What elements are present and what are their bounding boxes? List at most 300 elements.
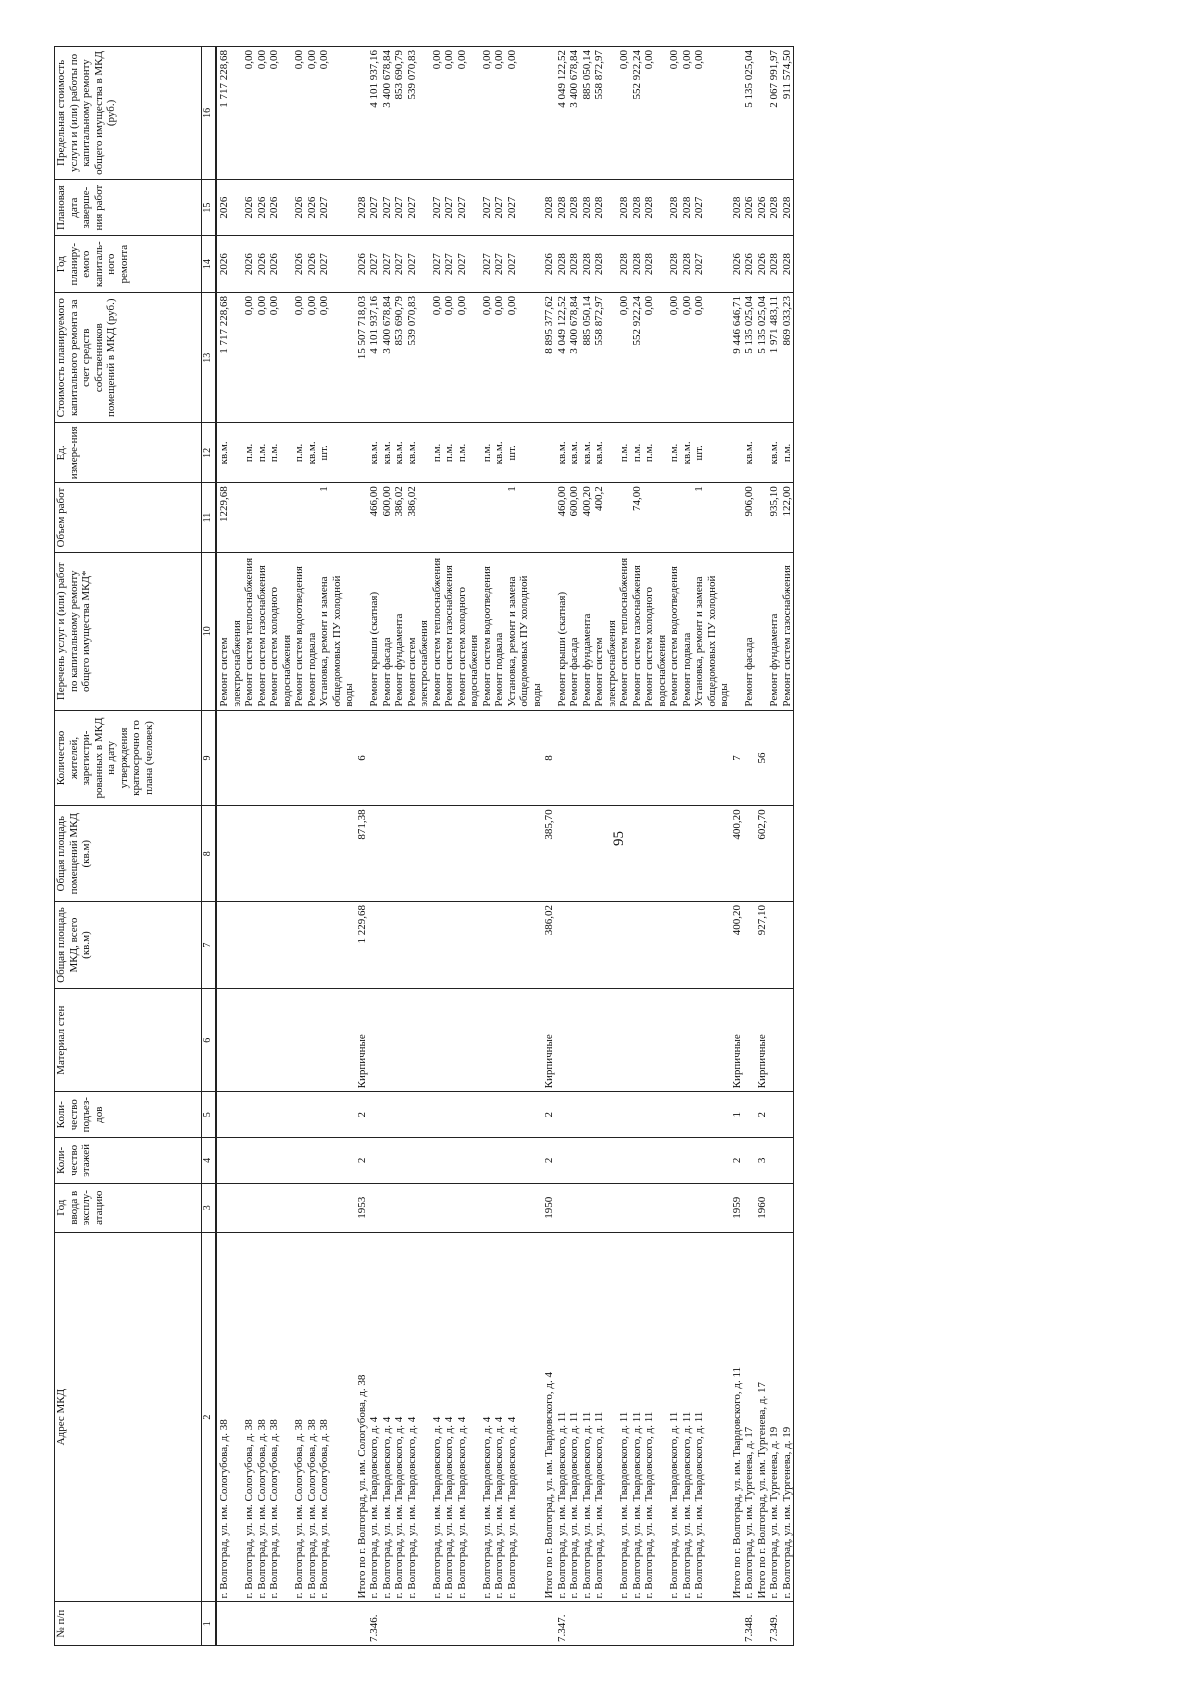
entrances-count xyxy=(456,1092,481,1138)
year-built: 1950 xyxy=(543,1183,556,1232)
cost-limit: 0,00 xyxy=(293,47,306,180)
address: г. Волгоград, ул. им. Твардовского, д. 11 xyxy=(681,1232,694,1602)
residents-count xyxy=(443,710,456,806)
planned-cost: 5 135 025,04 xyxy=(743,292,756,423)
unit: п.м. xyxy=(668,423,681,483)
planned-cost: 0,00 xyxy=(243,292,256,423)
work-volume xyxy=(756,483,769,553)
work-volume: 600,00 xyxy=(568,483,581,553)
wall-material xyxy=(593,989,618,1092)
floors-count: 2 xyxy=(731,1138,744,1184)
work-type: Ремонт подвала xyxy=(306,552,319,710)
column-header: Коли-чество подъез-дов xyxy=(55,1092,202,1138)
wall-material: Кирпичные xyxy=(543,989,556,1092)
work-volume: 122,00 xyxy=(781,483,794,553)
wall-material xyxy=(443,989,456,1092)
table-row xyxy=(318,47,356,1646)
wall-material xyxy=(293,989,306,1092)
total-area xyxy=(456,902,481,989)
floors-count xyxy=(216,1138,243,1184)
cost-limit xyxy=(356,47,369,180)
year-built xyxy=(393,1183,406,1232)
planned-cost: 0,00 xyxy=(293,292,306,423)
unit: шт. xyxy=(506,423,544,483)
table-row xyxy=(756,47,769,1646)
premises-area xyxy=(431,806,444,902)
column-header: Перечень услуг и (или) работ по капитальному ремонту общего имущества МКД* xyxy=(55,552,202,710)
cost-limit: 0,00 xyxy=(256,47,269,180)
cost-limit: 2 067 991,97 xyxy=(768,47,781,180)
plan-year: 2026 xyxy=(243,236,256,293)
work-type: Ремонт фасада xyxy=(381,552,394,710)
address: г. Волгоград, ул. им. Твардовского, д. 11 xyxy=(556,1232,569,1602)
work-type: Ремонт систем теплоснабжения xyxy=(618,552,631,710)
column-number: 7 xyxy=(202,902,217,989)
column-header: Год ввода в эксплу-атацию xyxy=(55,1183,202,1232)
column-number: 8 xyxy=(202,806,217,902)
address: г. Волгоград, ул. им. Тургенева, д. 19 xyxy=(781,1232,794,1602)
address: г. Волгоград, ул. им. Твардовского, д. 11 xyxy=(668,1232,681,1602)
premises-area xyxy=(381,806,394,902)
row-number xyxy=(381,1602,394,1646)
residents-count: 8 xyxy=(543,710,556,806)
residents-count: 7 xyxy=(731,710,744,806)
wall-material xyxy=(556,989,569,1092)
end-date: 2026 xyxy=(268,179,293,236)
total-area xyxy=(306,902,319,989)
plan-year: 2027 xyxy=(381,236,394,293)
end-date: 2028 xyxy=(631,179,644,236)
cost-limit xyxy=(756,47,769,180)
wall-material xyxy=(643,989,668,1092)
unit: п.м. xyxy=(293,423,306,483)
work-volume: 1 xyxy=(693,483,731,553)
work-type: Установка, ремонт и замена общедомовых ПУ холодной воды xyxy=(693,552,731,710)
planned-cost: 0,00 xyxy=(643,292,668,423)
residents-count: 6 xyxy=(356,710,369,806)
unit xyxy=(356,423,369,483)
work-volume: 1 xyxy=(318,483,356,553)
year-built xyxy=(643,1183,668,1232)
plan-year: 2028 xyxy=(631,236,644,293)
planned-cost: 1 717 228,68 xyxy=(216,292,243,423)
entrances-count xyxy=(393,1092,406,1138)
plan-year: 2027 xyxy=(318,236,356,293)
end-date: 2027 xyxy=(506,179,544,236)
plan-year: 2026 xyxy=(731,236,744,293)
total-area xyxy=(431,902,444,989)
entrances-count xyxy=(631,1092,644,1138)
work-volume: 400,20 xyxy=(581,483,594,553)
plan-year: 2028 xyxy=(581,236,594,293)
table-row xyxy=(593,47,618,1646)
planned-cost: 539 070,83 xyxy=(406,292,431,423)
floors-count xyxy=(256,1138,269,1184)
address: Итого по г. Волгоград, ул. им. Твардовского, д. 4 xyxy=(543,1232,556,1602)
table-row xyxy=(581,47,594,1646)
table-row xyxy=(781,47,794,1646)
plan-year: 2026 xyxy=(216,236,243,293)
plan-year: 2027 xyxy=(368,236,381,293)
unit: п.м. xyxy=(443,423,456,483)
floors-count xyxy=(493,1138,506,1184)
residents-count xyxy=(506,710,544,806)
entrances-count xyxy=(368,1092,381,1138)
year-built xyxy=(243,1183,256,1232)
total-area: 386,02 xyxy=(543,902,556,989)
entrances-count xyxy=(743,1092,756,1138)
premises-area xyxy=(481,806,494,902)
year-built xyxy=(443,1183,456,1232)
row-number xyxy=(668,1602,681,1646)
cost-limit: 0,00 xyxy=(443,47,456,180)
year-built xyxy=(268,1183,293,1232)
unit: кв.м. xyxy=(368,423,381,483)
total-area xyxy=(318,902,356,989)
entrances-count xyxy=(681,1092,694,1138)
planned-cost: 0,00 xyxy=(318,292,356,423)
total-area xyxy=(668,902,681,989)
end-date: 2026 xyxy=(293,179,306,236)
plan-year: 2026 xyxy=(268,236,293,293)
entrances-count xyxy=(268,1092,293,1138)
plan-year: 2027 xyxy=(456,236,481,293)
year-built xyxy=(581,1183,594,1232)
table-row xyxy=(368,47,381,1646)
work-volume xyxy=(268,483,293,553)
unit: кв.м. xyxy=(216,423,243,483)
entrances-count xyxy=(568,1092,581,1138)
unit: кв.м. xyxy=(768,423,781,483)
row-number xyxy=(781,1602,794,1646)
year-built xyxy=(506,1183,544,1232)
unit: кв.м. xyxy=(743,423,756,483)
premises-area xyxy=(493,806,506,902)
end-date: 2027 xyxy=(443,179,456,236)
premises-area xyxy=(443,806,456,902)
premises-area xyxy=(668,806,681,902)
residents-count xyxy=(293,710,306,806)
residents-count xyxy=(256,710,269,806)
address: г. Волгоград, ул. им. Тургенева, д. 19 xyxy=(768,1232,781,1602)
entrances-count xyxy=(381,1092,394,1138)
planned-cost: 869 033,23 xyxy=(781,292,794,423)
residents-count xyxy=(743,710,756,806)
column-number: 5 xyxy=(202,1092,217,1138)
work-volume xyxy=(456,483,481,553)
row-number xyxy=(506,1602,544,1646)
floors-count xyxy=(268,1138,293,1184)
floors-count xyxy=(781,1138,794,1184)
end-date: 2028 xyxy=(581,179,594,236)
unit: п.м. xyxy=(481,423,494,483)
work-volume xyxy=(443,483,456,553)
residents-count: 56 xyxy=(756,710,769,806)
entrances-count xyxy=(318,1092,356,1138)
cost-limit: 0,00 xyxy=(306,47,319,180)
premises-area xyxy=(681,806,694,902)
entrances-count xyxy=(768,1092,781,1138)
total-area xyxy=(243,902,256,989)
end-date: 2028 xyxy=(618,179,631,236)
address: г. Волгоград, ул. им. Твардовского, д. 11 xyxy=(643,1232,668,1602)
year-built: 1953 xyxy=(356,1183,369,1232)
floors-count xyxy=(618,1138,631,1184)
end-date: 2028 xyxy=(543,179,556,236)
residents-count xyxy=(643,710,668,806)
year-built xyxy=(306,1183,319,1232)
table-row xyxy=(381,47,394,1646)
end-date: 2028 xyxy=(731,179,744,236)
table-row xyxy=(643,47,668,1646)
address: г. Волгоград, ул. им. Сологубова, д. 38 xyxy=(268,1232,293,1602)
total-area xyxy=(581,902,594,989)
premises-area: 871,38 xyxy=(356,806,369,902)
table-row xyxy=(216,47,243,1646)
work-type: Ремонт систем холодного водоснабжения xyxy=(643,552,668,710)
year-built xyxy=(216,1183,243,1232)
end-date: 2028 xyxy=(356,179,369,236)
premises-area xyxy=(768,806,781,902)
wall-material xyxy=(768,989,781,1092)
total-area xyxy=(506,902,544,989)
unit: п.м. xyxy=(781,423,794,483)
year-built xyxy=(556,1183,569,1232)
work-type: Ремонт фундамента xyxy=(581,552,594,710)
premises-area: 602,70 xyxy=(756,806,769,902)
end-date: 2027 xyxy=(381,179,394,236)
wall-material xyxy=(368,989,381,1092)
residents-count xyxy=(481,710,494,806)
wall-material xyxy=(743,989,756,1092)
row-number xyxy=(306,1602,319,1646)
wall-material xyxy=(268,989,293,1092)
work-volume: 460,00 xyxy=(556,483,569,553)
address: г. Волгоград, ул. им. Твардовского, д. 4 xyxy=(406,1232,431,1602)
address: г. Волгоград, ул. им. Твардовского, д. 11 xyxy=(618,1232,631,1602)
row-number xyxy=(481,1602,494,1646)
work-volume xyxy=(356,483,369,553)
cost-limit xyxy=(731,47,744,180)
premises-area xyxy=(643,806,668,902)
year-built xyxy=(406,1183,431,1232)
floors-count: 2 xyxy=(543,1138,556,1184)
work-type: Ремонт фундамента xyxy=(393,552,406,710)
work-volume xyxy=(306,483,319,553)
cost-limit xyxy=(543,47,556,180)
total-area xyxy=(393,902,406,989)
cost-limit: 552 922,24 xyxy=(631,47,644,180)
address: г. Волгоград, ул. им. Твардовского, д. 4 xyxy=(368,1232,381,1602)
table-row xyxy=(268,47,293,1646)
work-type xyxy=(356,552,369,710)
floors-count xyxy=(643,1138,668,1184)
work-volume: 600,00 xyxy=(381,483,394,553)
premises-area xyxy=(368,806,381,902)
wall-material xyxy=(456,989,481,1092)
residents-count xyxy=(693,710,731,806)
residents-count xyxy=(781,710,794,806)
cost-limit: 0,00 xyxy=(481,47,494,180)
work-type: Ремонт систем теплоснабжения xyxy=(243,552,256,710)
residents-count xyxy=(681,710,694,806)
planned-cost: 5 135 025,04 xyxy=(756,292,769,423)
wall-material xyxy=(618,989,631,1092)
cost-limit: 3 400 678,84 xyxy=(568,47,581,180)
column-header: Адрес МКД xyxy=(55,1232,202,1602)
entrances-count xyxy=(306,1092,319,1138)
cost-limit: 0,00 xyxy=(668,47,681,180)
column-header: № п/п xyxy=(55,1602,202,1646)
table-row xyxy=(543,47,556,1646)
wall-material xyxy=(393,989,406,1092)
floors-count xyxy=(243,1138,256,1184)
entrances-count xyxy=(556,1092,569,1138)
premises-area xyxy=(693,806,731,902)
row-number xyxy=(756,1602,769,1646)
wall-material xyxy=(306,989,319,1092)
work-type: Ремонт систем электроснабжения xyxy=(216,552,243,710)
end-date: 2028 xyxy=(668,179,681,236)
end-date: 2026 xyxy=(743,179,756,236)
premises-area xyxy=(593,806,618,902)
row-number xyxy=(393,1602,406,1646)
row-number: 7.348. xyxy=(743,1602,756,1646)
total-area xyxy=(443,902,456,989)
end-date: 2028 xyxy=(568,179,581,236)
unit: кв.м. xyxy=(681,423,694,483)
table-row xyxy=(406,47,431,1646)
floors-count xyxy=(568,1138,581,1184)
plan-year: 2027 xyxy=(481,236,494,293)
entrances-count xyxy=(216,1092,243,1138)
residents-count xyxy=(456,710,481,806)
plan-year: 2027 xyxy=(431,236,444,293)
year-built xyxy=(431,1183,444,1232)
row-number xyxy=(543,1602,556,1646)
year-built xyxy=(493,1183,506,1232)
column-number: 16 xyxy=(202,47,217,180)
table-row xyxy=(568,47,581,1646)
row-number xyxy=(443,1602,456,1646)
floors-count xyxy=(556,1138,569,1184)
planned-cost: 4 049 122,52 xyxy=(556,292,569,423)
unit: п.м. xyxy=(456,423,481,483)
column-header: Предельная стоимость услуги и (или) работы по капитальному ремонту общего имущества в МКД (руб.) xyxy=(55,47,202,180)
entrances-count: 2 xyxy=(756,1092,769,1138)
entrances-count xyxy=(593,1092,618,1138)
premises-area: 385,70 xyxy=(543,806,556,902)
table-row xyxy=(443,47,456,1646)
residents-count xyxy=(306,710,319,806)
column-header: Коли-чество этажей xyxy=(55,1138,202,1184)
residents-count xyxy=(381,710,394,806)
table-row xyxy=(243,47,256,1646)
table-row xyxy=(681,47,694,1646)
wall-material xyxy=(693,989,731,1092)
cost-limit: 3 400 678,84 xyxy=(381,47,394,180)
floors-count: 3 xyxy=(756,1138,769,1184)
column-number: 13 xyxy=(202,292,217,423)
total-area xyxy=(631,902,644,989)
address: г. Волгоград, ул. им. Твардовского, д. 4 xyxy=(381,1232,394,1602)
entrances-count xyxy=(643,1092,668,1138)
entrances-count xyxy=(506,1092,544,1138)
floors-count xyxy=(368,1138,381,1184)
address: Итого по г. Волгоград, ул. им. Сологубова, д. 38 xyxy=(356,1232,369,1602)
wall-material xyxy=(318,989,356,1092)
row-number: 7.349. xyxy=(768,1602,781,1646)
column-number: 15 xyxy=(202,179,217,236)
entrances-count: 2 xyxy=(356,1092,369,1138)
wall-material xyxy=(406,989,431,1092)
planned-cost: 0,00 xyxy=(681,292,694,423)
address: г. Волгоград, ул. им. Твардовского, д. 11 xyxy=(581,1232,594,1602)
planned-cost: 0,00 xyxy=(693,292,731,423)
floors-count xyxy=(506,1138,544,1184)
premises-area xyxy=(743,806,756,902)
column-number: 14 xyxy=(202,236,217,293)
residents-count xyxy=(368,710,381,806)
table-row xyxy=(668,47,681,1646)
work-type: Ремонт фундамента xyxy=(768,552,781,710)
residents-count xyxy=(406,710,431,806)
floors-count xyxy=(406,1138,431,1184)
premises-area xyxy=(318,806,356,902)
work-type: Ремонт систем электроснабжения xyxy=(593,552,618,710)
address: г. Волгоград, ул. им. Сологубова, д. 38 xyxy=(243,1232,256,1602)
year-built xyxy=(681,1183,694,1232)
table-row xyxy=(556,47,569,1646)
unit: п.м. xyxy=(431,423,444,483)
row-number xyxy=(216,1602,243,1646)
total-area: 400,20 xyxy=(731,902,744,989)
end-date: 2028 xyxy=(781,179,794,236)
entrances-count xyxy=(431,1092,444,1138)
work-type: Ремонт систем газоснабжения xyxy=(631,552,644,710)
row-number xyxy=(643,1602,668,1646)
residents-count xyxy=(668,710,681,806)
row-number xyxy=(493,1602,506,1646)
total-area xyxy=(493,902,506,989)
residents-count xyxy=(393,710,406,806)
plan-year: 2027 xyxy=(406,236,431,293)
work-type: Ремонт систем электроснабжения xyxy=(406,552,431,710)
work-volume: 1229,68 xyxy=(216,483,243,553)
row-number xyxy=(631,1602,644,1646)
total-area xyxy=(481,902,494,989)
total-area xyxy=(256,902,269,989)
total-area xyxy=(743,902,756,989)
work-volume: 386,02 xyxy=(406,483,431,553)
column-number: 4 xyxy=(202,1138,217,1184)
table-row xyxy=(256,47,269,1646)
cost-limit: 5 135 025,04 xyxy=(743,47,756,180)
work-type: Ремонт систем водоотведения xyxy=(293,552,306,710)
repair-plan-table xyxy=(54,46,794,1646)
premises-area xyxy=(268,806,293,902)
end-date: 2027 xyxy=(318,179,356,236)
wall-material xyxy=(506,989,544,1092)
work-volume: 906,00 xyxy=(743,483,756,553)
planned-cost: 0,00 xyxy=(618,292,631,423)
column-number: 12 xyxy=(202,423,217,483)
residents-count xyxy=(568,710,581,806)
address: г. Волгоград, ул. им. Сологубова, д. 38 xyxy=(216,1232,243,1602)
end-date: 2026 xyxy=(756,179,769,236)
planned-cost: 552 922,24 xyxy=(631,292,644,423)
unit: п.м. xyxy=(631,423,644,483)
